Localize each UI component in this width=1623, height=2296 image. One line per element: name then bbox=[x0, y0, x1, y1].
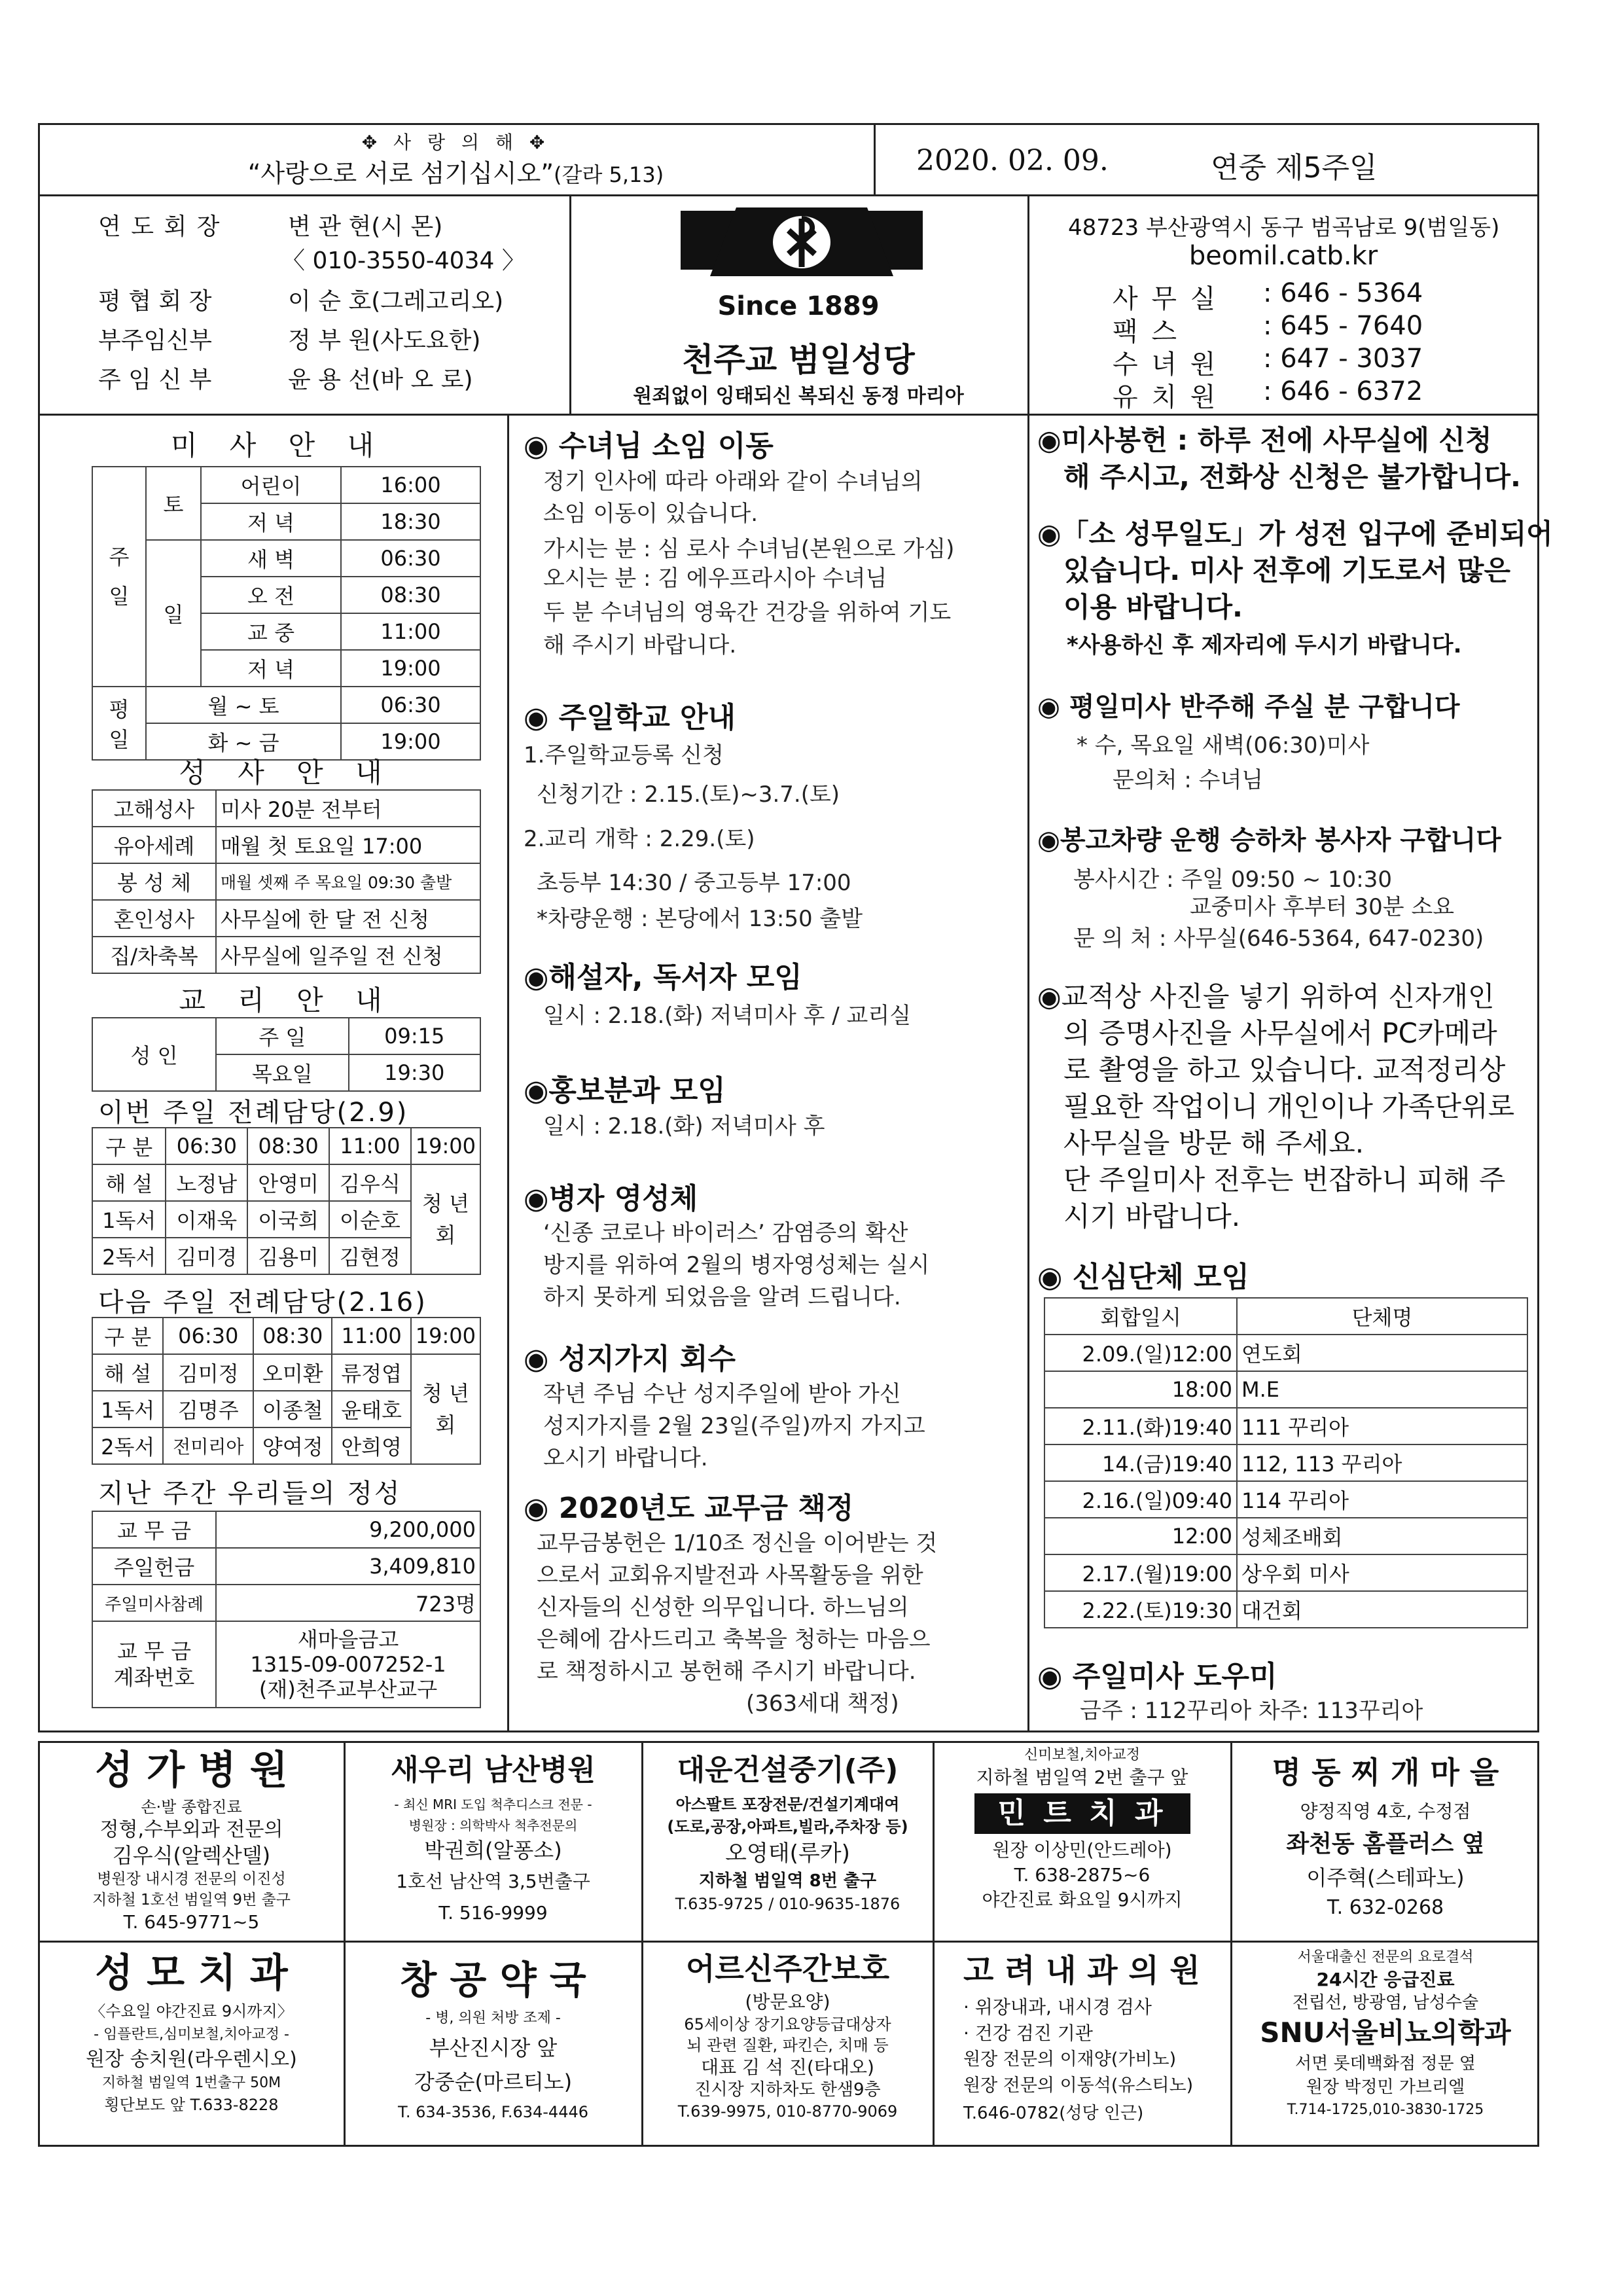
ad-changgong-pharmacy bbox=[345, 1954, 641, 2125]
meeting-group: 성체조배회 bbox=[1237, 1518, 1527, 1554]
sacrament-name: 집/차축복 bbox=[92, 937, 216, 973]
leader-role: 연 도 회 장 bbox=[98, 213, 221, 240]
ad-line: 대표 김 석 진(타대오) bbox=[701, 2056, 874, 2078]
sacrament-info: 사무실에 일주일 전 신청 bbox=[216, 937, 480, 973]
notice-text: 로 책정하시고 봉헌해 주시기 바랍니다. bbox=[537, 1659, 916, 1685]
ad-line: 신미보철,치아교정 bbox=[1024, 1747, 1140, 1763]
notice-heading: ◉ 성지가지 회수 bbox=[524, 1342, 736, 1376]
duty-person: 김미정 bbox=[163, 1354, 253, 1391]
duty-person: 이국희 bbox=[247, 1201, 329, 1238]
motto-ref: (갈라 5,13) bbox=[554, 162, 664, 187]
ad-line: (도로,공장,아파트,빌라,주차장 등) bbox=[667, 1818, 908, 1836]
ad-name: 민 트 치 과 bbox=[974, 1793, 1190, 1834]
leader-name: 이 순 호(그레고리오) bbox=[288, 288, 504, 315]
phone-label: 팩 스 bbox=[1113, 317, 1179, 347]
meeting-time: 14.(금)19:40 bbox=[1044, 1444, 1237, 1481]
duty-youth: 청 년 회 bbox=[411, 1354, 480, 1464]
mass-name: 어린이 bbox=[201, 467, 341, 503]
notice-heading: ◉ 주일학교 안내 bbox=[524, 701, 736, 734]
ad-line: - 임플란트,심미보철,치아교정 - bbox=[94, 2026, 289, 2043]
duty-col-head: 구 분 bbox=[92, 1128, 166, 1164]
duty-col-head: 06:30 bbox=[166, 1128, 247, 1164]
mass-name: 저 녁 bbox=[201, 650, 341, 687]
ad-line: T.646-0782(성당 인근) bbox=[963, 2104, 1144, 2123]
motto bbox=[38, 153, 874, 189]
section-title: 교 리 안 내 bbox=[179, 984, 394, 1016]
notice-heading: ◉병자 영성체 bbox=[524, 1182, 698, 1215]
ad-name: 성 가 병 원 bbox=[95, 1748, 288, 1793]
sacrament-info: 매월 첫 토요일 17:00 bbox=[216, 827, 480, 863]
notice-text: 성지가지를 2월 23일(주일)까지 가지고 bbox=[543, 1413, 925, 1439]
phone-label: 유 치 원 bbox=[1113, 382, 1219, 412]
notice-text: 초등부 14:30 / 중고등부 17:00 bbox=[537, 870, 851, 896]
ad-line: 24시간 응급진료 bbox=[1316, 1969, 1455, 1990]
ad-line: 정형,수부외과 전문의 bbox=[99, 1818, 283, 1841]
notice-text: *사용하신 후 제자리에 두시기 바랍니다. bbox=[1067, 632, 1462, 658]
duty-person: 이순호 bbox=[329, 1201, 411, 1238]
ad-line: 손·발 종합진료 bbox=[141, 1798, 242, 1816]
duty-col-head: 19:00 bbox=[411, 1128, 480, 1164]
notice-text: ◉미사봉헌 : 하루 전에 사무실에 신청 bbox=[1037, 424, 1492, 456]
notice-text: *차량운행 : 본당에서 13:50 출발 bbox=[537, 906, 863, 932]
sacrament-name: 유아세례 bbox=[92, 827, 216, 863]
duty-person: 김명주 bbox=[163, 1391, 253, 1427]
duty-youth: 청 년 회 bbox=[411, 1164, 480, 1274]
ad-name: 명 동 찌 개 마 을 bbox=[1272, 1755, 1499, 1790]
duty-role: 2독서 bbox=[92, 1427, 163, 1464]
section-title: 미 사 안 내 bbox=[170, 429, 386, 461]
notice-text: 사무실을 방문 해 주세요. bbox=[1063, 1127, 1364, 1159]
notice-text: 정기 인사에 따라 아래와 같이 수녀님의 bbox=[543, 469, 923, 495]
notice-text: 시기 바랍니다. bbox=[1063, 1200, 1241, 1232]
ad-snu-urology bbox=[1232, 1947, 1539, 2121]
website-link[interactable]: beomil.catb.kr bbox=[1188, 241, 1378, 271]
duty-col-head: 08:30 bbox=[247, 1128, 329, 1164]
sacrament-info: 매월 셋째 주 목요일 09:30 출발 bbox=[216, 863, 480, 900]
leader-name: 윤 용 선(바 오 로) bbox=[288, 367, 473, 393]
notice-text: 의 증명사진을 사무실에서 PC카메라 bbox=[1063, 1017, 1497, 1049]
notice-heading: ◉ 2020년도 교무금 책정 bbox=[524, 1492, 854, 1525]
ad-line: 전립선, 방광염, 남성수술 bbox=[1292, 1993, 1479, 2013]
liturgical-week: 연중 제5주일 bbox=[1211, 151, 1378, 185]
catechism-label: 성 인 bbox=[92, 1018, 216, 1091]
notice-text: 하지 못하게 되었음을 알려 드립니다. bbox=[543, 1284, 901, 1310]
leader-role: 부주임신부 bbox=[98, 327, 212, 354]
meeting-group: 연도회 bbox=[1237, 1335, 1527, 1371]
ad-line: (방문요양) bbox=[745, 1991, 830, 2013]
notice-text: ◉교적상 사진을 넣기 위하여 신자개인 bbox=[1037, 980, 1495, 1013]
ad-line: 오영태(루카) bbox=[725, 1840, 850, 1867]
leader-name: 변 관 현(시 몬) bbox=[288, 213, 443, 240]
ad-line: 65세이상 장기요양등급대상자 bbox=[684, 2015, 891, 2034]
meeting-time: 2.22.(토)19:30 bbox=[1044, 1591, 1237, 1628]
notice-text: 문 의 처 : 사무실(646-5364, 647-0230) bbox=[1073, 925, 1484, 952]
offering-amount: 9,200,000 bbox=[216, 1511, 480, 1548]
mass-time: 19:00 bbox=[341, 723, 480, 760]
phone-number: : 646 - 6372 bbox=[1263, 376, 1423, 406]
duty-person: 이종철 bbox=[253, 1391, 332, 1427]
duty-col-head: 19:00 bbox=[411, 1318, 480, 1354]
sacrament-name: 봉 성 체 bbox=[92, 863, 216, 900]
ad-name: SNU서울비뇨의학과 bbox=[1260, 2017, 1511, 2049]
notice-text: ‘신종 코로나 바이러스’ 감염증의 확산 bbox=[543, 1220, 908, 1246]
ad-line: 강중순(마르티노) bbox=[414, 2070, 573, 2094]
ad-line: 〈수요일 야간진료 9시까지〉 bbox=[90, 2002, 293, 2020]
notice-text: 금주 : 112꾸리아 차주: 113꾸리아 bbox=[1080, 1698, 1423, 1724]
sacrament-name: 고해성사 bbox=[92, 790, 216, 827]
notice-text: 있습니다. 미사 전후에 기도로서 많은 bbox=[1063, 554, 1511, 586]
duty-person: 김용미 bbox=[247, 1238, 329, 1274]
account-holder: (재)천주교부산교구 bbox=[259, 1677, 438, 1702]
mass-name: 교 중 bbox=[201, 613, 341, 650]
mass-name: 월 ~ 토 bbox=[146, 687, 341, 723]
offering-amount: 723명 bbox=[216, 1585, 480, 1621]
leader-phone: 〈 010-3550-4034 〉 bbox=[281, 247, 526, 274]
ad-line: T.714-1725,010-3830-1725 bbox=[1287, 2102, 1484, 2118]
notice-text: (363세대 책정) bbox=[746, 1691, 899, 1717]
notice-text: 오시기 바랍니다. bbox=[543, 1445, 708, 1471]
account-label: 교 무 금 bbox=[116, 1639, 192, 1664]
mass-name: 저 녁 bbox=[201, 503, 341, 540]
meeting-group: 112, 113 꾸리아 bbox=[1237, 1444, 1527, 1481]
notice-heading: ◉봉고차량 운행 승하차 봉사자 구합니다 bbox=[1037, 825, 1501, 855]
meeting-time: 2.17.(월)19:00 bbox=[1044, 1554, 1237, 1591]
meeting-col-head: 단체명 bbox=[1237, 1298, 1527, 1335]
ad-line: 원장 전문의 이동석(유스티노) bbox=[963, 2075, 1194, 2096]
notice-heading: ◉ 주일미사 도우미 bbox=[1037, 1660, 1277, 1693]
ad-line: T. 645-9771~5 bbox=[123, 1911, 260, 1933]
ad-line: 뇌 관련 질환, 파킨슨, 치매 등 bbox=[687, 2036, 889, 2054]
notice-text: 봉사시간 : 주일 09:50 ~ 10:30 bbox=[1073, 867, 1393, 893]
notice-text: 신자들의 신성한 의무입니다. 하느님의 bbox=[537, 1594, 909, 1621]
ad-line: · 위장내과, 내시경 검사 bbox=[963, 1996, 1152, 2018]
leader-role: 평 협 회 장 bbox=[98, 288, 212, 315]
duty-role: 1독서 bbox=[92, 1391, 163, 1427]
ad-name: 새우리 남산병원 bbox=[391, 1753, 596, 1787]
ad-line: 좌천동 홈플러스 옆 bbox=[1286, 1831, 1485, 1857]
ad-line: 지하철 범일역 8번 출구 bbox=[698, 1871, 877, 1891]
notice-text: 교무금봉헌은 1/10조 정신을 이어받는 것 bbox=[537, 1530, 938, 1556]
sacrament-info: 미사 20분 전부터 bbox=[216, 790, 480, 827]
notice-text: ◉「소 성무일도」가 성전 입구에 준비되어 bbox=[1037, 518, 1553, 550]
ad-line: 지하철 범일역 2번 출구 앞 bbox=[976, 1767, 1188, 1788]
section-title: 지난 주간 우리들의 정성 bbox=[98, 1479, 402, 1509]
phone-label: 수 녀 원 bbox=[1113, 350, 1219, 380]
notice-heading: ◉홍보분과 모임 bbox=[524, 1074, 726, 1107]
parish-patron: 원죄없이 잉태되신 복되신 동정 마리아 bbox=[633, 385, 964, 408]
duty-person: 김우식 bbox=[329, 1164, 411, 1201]
sunday-day-label: 일 bbox=[146, 540, 201, 687]
notice-heading: ◉ 수녀님 소임 이동 bbox=[524, 429, 774, 463]
meeting-time: 18:00 bbox=[1044, 1371, 1237, 1408]
mass-time: 11:00 bbox=[341, 613, 480, 650]
mass-time: 08:30 bbox=[341, 577, 480, 613]
duty-role: 해 설 bbox=[92, 1164, 166, 1201]
ad-line: 지하철 범일역 1번출구 50M bbox=[101, 2075, 281, 2091]
notice-text: 은혜에 감사드리고 축복을 청하는 마음으 bbox=[537, 1626, 931, 1653]
ad-line: 1호선 남산역 3,5번출구 bbox=[396, 1871, 590, 1892]
account-number: 1315-09-007252-1 bbox=[250, 1652, 446, 1677]
meeting-time: 12:00 bbox=[1044, 1518, 1237, 1554]
ad-seongmo-dental bbox=[39, 1947, 344, 2116]
duty-person: 김미경 bbox=[166, 1238, 247, 1274]
notice-heading: ◉해설자, 독서자 모임 bbox=[524, 961, 802, 994]
meeting-group: 상우회 미사 bbox=[1237, 1554, 1527, 1591]
ad-line: 병원장 내시경 전문의 이진성 bbox=[97, 1871, 286, 1888]
ad-saeuri-namsan-hospital bbox=[345, 1748, 641, 1928]
ad-line: - 병, 의원 처방 조제 - bbox=[425, 2010, 561, 2026]
duty-person: 오미환 bbox=[253, 1354, 332, 1391]
notice-text: 일시 : 2.18.(화) 저녁미사 후 bbox=[543, 1113, 825, 1139]
duty-person: 전미리아 bbox=[163, 1427, 253, 1464]
notice-text: * 수, 목요일 새벽(06:30)미사 bbox=[1077, 732, 1370, 759]
phone-number: : 646 - 5364 bbox=[1263, 278, 1423, 308]
leader-role: 주 임 신 부 bbox=[98, 367, 212, 393]
mass-time: 06:30 bbox=[341, 540, 480, 577]
notice-text: 이용 바랍니다. bbox=[1063, 591, 1243, 623]
mass-name: 새 벽 bbox=[201, 540, 341, 577]
ad-seongga-hospital bbox=[39, 1744, 344, 1934]
catechism-day: 목요일 bbox=[216, 1054, 349, 1091]
notice-text: 로 촬영을 하고 있습니다. 교적정리상 bbox=[1063, 1054, 1506, 1086]
catechism-time: 09:15 bbox=[349, 1018, 481, 1054]
notice-text: 일시 : 2.18.(화) 저녁미사 후 / 교리실 bbox=[543, 1003, 912, 1029]
notice-text: 해 주시기 바랍니다. bbox=[543, 632, 737, 658]
motto-main: “사랑으로 서로 섬기십시오” bbox=[247, 159, 554, 188]
ad-line: · 건강 검진 기관 bbox=[963, 2022, 1093, 2044]
meeting-col-head: 회합일시 bbox=[1044, 1298, 1237, 1335]
mass-name: 화 ~ 금 bbox=[146, 723, 341, 760]
section-title: 이번 주일 전례담당(2.9) bbox=[98, 1098, 409, 1128]
meeting-group: M.E bbox=[1237, 1371, 1527, 1408]
ad-line: 진시장 지하차도 한샘9층 bbox=[694, 2080, 881, 2100]
phone-label: 사 무 실 bbox=[1113, 284, 1219, 314]
ad-line: 김우식(알렉산델) bbox=[112, 1843, 271, 1868]
mass-time: 18:30 bbox=[341, 503, 480, 540]
duty-role: 2독서 bbox=[92, 1238, 166, 1274]
notice-text: 교중미사 후부터 30분 소요 bbox=[1190, 894, 1455, 920]
ad-line: T. 638-2875~6 bbox=[1014, 1864, 1150, 1886]
mass-time: 19:00 bbox=[341, 650, 480, 687]
ad-line: T.635-9725 / 010-9635-1876 bbox=[675, 1895, 901, 1913]
offering-label: 교 무 금 bbox=[92, 1511, 216, 1548]
duty-col-head: 08:30 bbox=[253, 1318, 332, 1354]
ad-line: - 최신 MRI 도입 척추디스크 전문 - bbox=[394, 1797, 592, 1812]
parish-emblem-icon bbox=[674, 204, 929, 293]
notice-text: 오시는 분 : 김 에우프라시아 수녀님 bbox=[543, 565, 887, 592]
meeting-group: 114 꾸리아 bbox=[1237, 1481, 1527, 1518]
ad-name: 어르신주간보호 bbox=[685, 1951, 890, 1986]
notice-text: 단 주일미사 전후는 번잡하니 피해 주 bbox=[1063, 1164, 1506, 1196]
section-title: 성 사 안 내 bbox=[179, 757, 394, 789]
ad-mint-dental bbox=[934, 1745, 1230, 1912]
meeting-time: 2.11.(화)19:40 bbox=[1044, 1408, 1237, 1444]
account-bank: 새마을금고 bbox=[297, 1627, 399, 1652]
ad-myeongdong-jjigae bbox=[1232, 1748, 1539, 1923]
ad-line: 박권희(알퐁소) bbox=[424, 1838, 562, 1863]
issue-date: 2020. 02. 09. bbox=[916, 144, 1109, 177]
duty-person: 안희영 bbox=[332, 1427, 410, 1464]
weekday-label: 평 일 bbox=[92, 687, 146, 760]
meeting-group: 대건회 bbox=[1237, 1591, 1527, 1628]
notice-text: 1.주일학교등록 신청 bbox=[524, 742, 724, 768]
duty-role: 1독서 bbox=[92, 1201, 166, 1238]
phone-number: : 645 - 7640 bbox=[1263, 311, 1423, 341]
parish-name: 천주교 범일성당 bbox=[682, 341, 915, 379]
mass-time: 16:00 bbox=[341, 467, 480, 503]
ad-line: 원장 송치원(라우렌시오) bbox=[86, 2048, 297, 2071]
notice-heading: ◉ 신심단체 모임 bbox=[1037, 1261, 1250, 1294]
meeting-time: 2.09.(일)12:00 bbox=[1044, 1335, 1237, 1371]
notice-text: 가시는 분 : 심 로사 수녀님(본원으로 가심) bbox=[543, 536, 955, 562]
duty-person: 안영미 bbox=[247, 1164, 329, 1201]
ad-name: 성 모 치 과 bbox=[95, 1950, 288, 1996]
ad-line: 서면 롯데백화점 정문 옆 bbox=[1295, 2054, 1476, 2073]
duty-person: 윤태호 bbox=[332, 1391, 410, 1427]
section-title: 다음 주일 전례담당(2.16) bbox=[98, 1287, 427, 1318]
ad-line: 횡단보도 앞 T.633-8228 bbox=[104, 2096, 279, 2114]
sacrament-info: 사무실에 한 달 전 신청 bbox=[216, 900, 480, 937]
notice-text: 필요한 작업이니 개인이나 가족단위로 bbox=[1063, 1090, 1515, 1122]
sacrament-name: 혼인성사 bbox=[92, 900, 216, 937]
ad-senior-daycare bbox=[643, 1947, 933, 2123]
ad-goryeo-clinic bbox=[934, 1947, 1230, 2128]
ad-line: 원장 박정민 가브리엘 bbox=[1306, 2077, 1465, 2097]
ad-line: T.639-9975, 010-8770-9069 bbox=[677, 2102, 898, 2121]
notice-heading: ◉ 평일미사 반주해 주실 분 구합니다 bbox=[1037, 692, 1460, 722]
duty-person: 류정엽 bbox=[332, 1354, 410, 1391]
duty-person: 이재욱 bbox=[166, 1201, 247, 1238]
offering-amount: 3,409,810 bbox=[216, 1548, 480, 1585]
notice-text: 해 주시고, 전화상 신청은 불가합니다. bbox=[1063, 461, 1521, 493]
duty-role: 해 설 bbox=[92, 1354, 163, 1391]
catechism-time: 19:30 bbox=[349, 1054, 481, 1091]
ad-name: 고 려 내 과 의 원 bbox=[963, 1952, 1200, 1989]
notice-text: 신청기간 : 2.15.(토)~3.7.(토) bbox=[537, 781, 840, 808]
duty-col-head: 06:30 bbox=[163, 1318, 253, 1354]
ad-line: 서울대출신 전문의 요로결석 bbox=[1297, 1949, 1474, 1965]
notice-text: 으로서 교회유지발전과 사목활동을 위한 bbox=[537, 1562, 923, 1588]
ad-line: 야간진료 화요일 9시까지 bbox=[982, 1889, 1183, 1910]
mass-name: 오 전 bbox=[201, 577, 341, 613]
ad-daewoon-construction bbox=[643, 1748, 933, 1915]
duty-col-head: 11:00 bbox=[332, 1318, 410, 1354]
notice-text: 2.교리 개학 : 2.29.(토) bbox=[524, 826, 755, 852]
notice-text: 방지를 위하여 2월의 병자영성체는 실시 bbox=[543, 1252, 930, 1278]
ad-name: 대운건설중기(주) bbox=[677, 1753, 899, 1787]
notice-text: 작년 주님 수난 성지주일에 받아 가신 bbox=[543, 1381, 901, 1407]
ad-line: 지하철 1호선 범일역 9번 출구 bbox=[92, 1892, 291, 1909]
ad-line: 병원장 : 의학박사 척추전문의 bbox=[408, 1818, 578, 1833]
notice-text: 두 분 수녀님의 영육간 건강을 위하여 기도 bbox=[543, 600, 952, 626]
duty-col-head: 구 분 bbox=[92, 1318, 163, 1354]
address: 48723 부산광역시 동구 범곡남로 9(범일동) bbox=[1068, 215, 1500, 241]
ad-line: T. 516-9999 bbox=[438, 1902, 548, 1924]
ad-line: 이주혁(스테파노) bbox=[1306, 1865, 1465, 1890]
notice-text: 문의처 : 수녀님 bbox=[1113, 767, 1264, 793]
ad-name: 창 공 약 국 bbox=[400, 1958, 586, 2002]
motto-small: ✥ 사 랑 의 해 ✥ bbox=[361, 132, 550, 153]
since-year: Since 1889 bbox=[717, 291, 880, 321]
ad-line: T. 634-3536, F.634-4446 bbox=[398, 2103, 588, 2121]
ad-line: 부산진시장 앞 bbox=[429, 2036, 558, 2060]
duty-col-head: 11:00 bbox=[329, 1128, 411, 1164]
phone-number: : 647 - 3037 bbox=[1263, 344, 1423, 374]
sunday-label: 주 일 bbox=[92, 467, 146, 687]
ad-line: 양정직영 4호, 수정점 bbox=[1300, 1801, 1471, 1822]
group-meeting-table bbox=[1044, 1297, 1528, 1628]
duty-person: 노정남 bbox=[166, 1164, 247, 1201]
mass-time: 06:30 bbox=[341, 687, 480, 723]
duty-person: 양여정 bbox=[253, 1427, 332, 1464]
ad-line: T. 632-0268 bbox=[1327, 1896, 1444, 1919]
ad-line: 원장 이상민(안드레아) bbox=[992, 1839, 1172, 1861]
offering-label: 주일헌금 bbox=[92, 1548, 216, 1585]
leader-name: 정 부 원(사도요한) bbox=[288, 327, 481, 354]
meeting-time: 2.16.(일)09:40 bbox=[1044, 1481, 1237, 1518]
catechism-day: 주 일 bbox=[216, 1018, 349, 1054]
offering-label: 주일미사참례 bbox=[92, 1585, 216, 1621]
duty-person: 김현정 bbox=[329, 1238, 411, 1274]
notice-text: 소임 이동이 있습니다. bbox=[543, 501, 758, 527]
meeting-group: 111 꾸리아 bbox=[1237, 1408, 1527, 1444]
ad-line: 원장 전문의 이재양(가비노) bbox=[963, 2049, 1177, 2070]
saturday-label: 토 bbox=[146, 467, 201, 540]
account-label: 계좌번호 bbox=[113, 1665, 195, 1690]
ad-line: 아스팔트 포장전문/건설기계대여 bbox=[675, 1795, 900, 1814]
